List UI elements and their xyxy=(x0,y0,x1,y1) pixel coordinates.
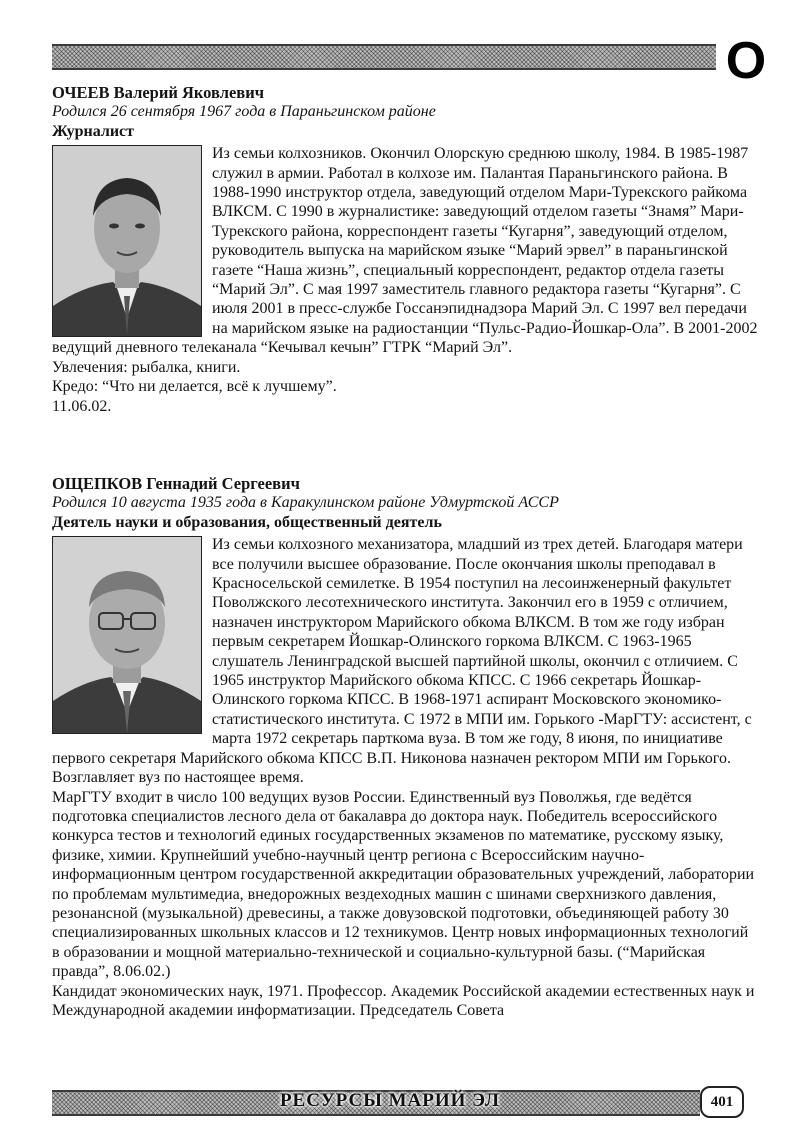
header-decorative-band xyxy=(52,44,716,70)
biography-text: Из семьи колхозников. Окончил Олорскую среднюю школу, 1984. В 1985-1987 служил в армии. Работал в колхозе им. Палантая Параньгинского района. В 1988-1990 инструктор отдела, заведующий отделом Мари-Турекского райкома ВЛКСМ. С 1990 в журналистике: заведующий отделом газеты “Знамя” Мари-Турекского района, корреспондент газеты “Кугарня”, заведующий отделом, руководитель выпуска на марийском языке “Марий эрвел” в параньгинской газете “Наша жизнь”, специальный корреспондент, редактор отдела газеты “Марий Эл”. С мая 1997 заместитель главного редактора газеты “Кугарня”. С июля 2001 в пресс-службе Госсанэпиднадзора Марий Эл. С 1997 вел передачи на марийском языке на радиостанции “Пульс-Радио-Йошкар-Ола”. В 2001-2002 ведущий дневного телеканала “Кечывал кечын” ГТРК “Марий Эл”. xyxy=(52,145,758,357)
biography-entry xyxy=(52,474,758,1020)
credo-text: Кредо: “Что ни делается, всё к лучшему”. xyxy=(52,378,337,396)
profession: Деятель науки и образования, общественный деятель xyxy=(52,513,442,531)
portrait-photo xyxy=(52,536,202,734)
profession: Журналист xyxy=(52,122,135,140)
footer-title: РЕСУРСЫ МАРИЙ ЭЛ xyxy=(279,1090,501,1111)
university-text: МарГТУ входит в число 100 ведущих вузов России. Единственный вуз Поволжья, где ведётся подготовка специалистов лесного дела от бакалавра до доктора наук. Победитель всероссийского конкурса тестов и технологий единых государственных экзаменов по математике, русскому языку, физике, химии. Крупнейший учебно-научный центр региона с Всероссийским научно-информационным центром государственной аккредитации образовательных учреждений, лаборатории по проблемам мультимедиа, внедорожных вездеходных машин с шинами сверхнизкого давления, резонансной (музыкальной) древесины, а также довузовской подготовки, объединяющей работу 30 специализированных школьных классов и 12 техникумов. Центр новых информационных технологий в образовании и мощной материально-технической и социально-культурной базы. (“Марийская правда”, 8.06.02.) xyxy=(52,788,755,981)
portrait-photo xyxy=(52,145,202,337)
person-name: ОЩЕПКОВ Геннадий Сергеевич xyxy=(52,474,300,493)
entry-date: 11.06.02. xyxy=(52,397,112,415)
birth-info: Родился 10 августа 1935 года в Каракулинском районе Удмуртской АССР xyxy=(52,494,559,512)
section-letter: О xyxy=(725,32,767,90)
birth-info: Родился 26 сентября 1967 года в Параньгинском районе xyxy=(52,103,436,121)
page-number: 401 xyxy=(700,1086,744,1118)
biography-entry xyxy=(52,83,758,416)
academic-text: Кандидат экономических наук, 1971. Профессор. Академик Российской академии естественных наук и Международной академии информатизации. Председатель Совета xyxy=(52,982,755,1019)
person-name: ОЧЕЕВ Валерий Яковлевич xyxy=(52,83,265,102)
biography-text: Из семьи колхозного механизатора, младший из трех детей. Благодаря матери все получили высшее образование. После окончания школы преподавал в Красносельской семилетке. В 1954 поступил на лесоинженерный факультет Поволжского лесотехнического института. Закончил его в 1959 с отличием, назначен инструктором Марийского обкома ВЛКСМ. В том же году избран первым секретарем Йошкар-Олинского горкома ВЛКСМ. С 1963-1965 слушатель Ленинградской высшей партийной школы, окончил с отличием. С 1965 инструктор Марийского обкома КПСС. С 1966 секретарь Йошкар-Олинского горкома КПСС. В 1968-1971 аспирант Московского экономико-статистического института. С 1972 в МПИ им. Горького -МарГТУ: ассистент, с марта 1972 секретарь парткома вуза. В том же году, 8 июня, по инициативе первого секретаря Марийского обкома КПСС В.П. Никонова назначен ректором МПИ им Горького. Возглавляет вуз по настоящее время. xyxy=(52,536,752,787)
hobbies-text: Увлечения: рыбалка, книги. xyxy=(52,358,241,376)
